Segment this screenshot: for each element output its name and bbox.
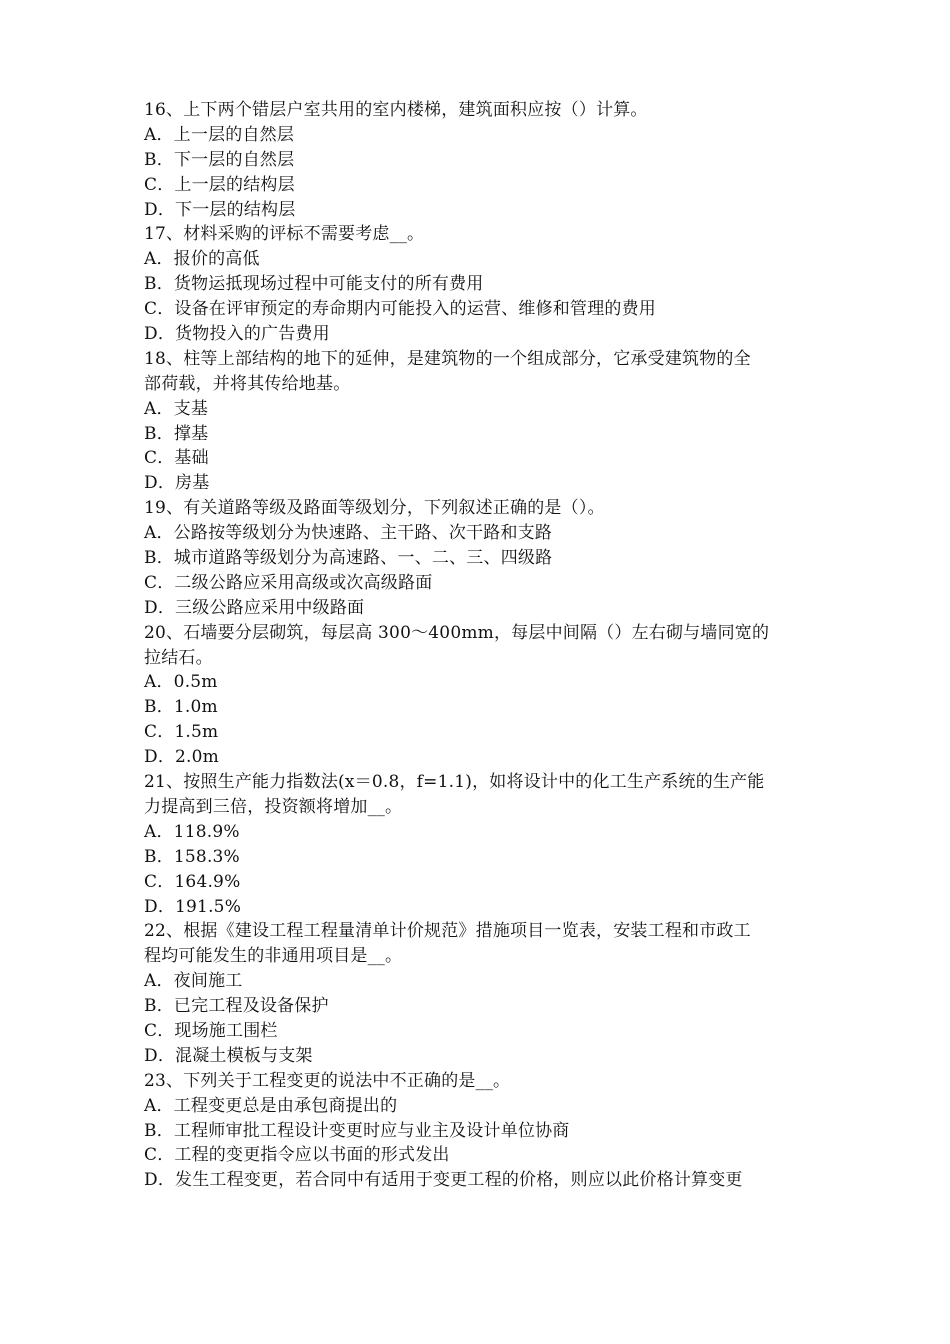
option-b: B．工程师审批工程设计变更时应与业主及设计单位协商 bbox=[144, 1120, 570, 1141]
option-b: B．撑基 bbox=[144, 423, 209, 444]
option-a: A．报价的高低 bbox=[144, 249, 260, 270]
option-c: C．工程的变更指令应以书面的形式发出 bbox=[144, 1145, 450, 1166]
option-b: B．货物运抵现场过程中可能支付的所有费用 bbox=[144, 274, 484, 295]
option-d: D．货物投入的广告费用 bbox=[144, 324, 330, 345]
option-d: D．2.0m bbox=[144, 747, 219, 768]
question-23 bbox=[144, 1069, 820, 1193]
option-c: C．上一层的结构层 bbox=[144, 174, 295, 195]
question-stem: 22、根据《建设工程工程量清单计价规范》措施项目一览表，安装工程和市政工 bbox=[144, 921, 751, 942]
question-stem-continued: 程均可能发生的非通用项目是__。 bbox=[144, 946, 403, 967]
question-stem: 21、按照生产能力指数法(x＝0.8，f=1.1)，如将设计中的化工生产系统的生产能 bbox=[144, 772, 765, 793]
option-c: C．基础 bbox=[144, 448, 209, 469]
option-b: B．已完工程及设备保护 bbox=[144, 996, 329, 1017]
option-d: D．三级公路应采用中级路面 bbox=[144, 597, 365, 618]
question-stem: 19、有关道路等级及路面等级划分，下列叙述正确的是（）。 bbox=[144, 498, 605, 519]
option-b: B．下一层的自然层 bbox=[144, 149, 295, 170]
question-20 bbox=[144, 621, 820, 770]
option-b: B．158.3% bbox=[144, 846, 240, 867]
option-d: D．混凝土模板与支架 bbox=[144, 1045, 313, 1066]
option-c: C．设备在评审预定的寿命期内可能投入的运营、维修和管理的费用 bbox=[144, 299, 657, 320]
question-stem: 18、柱等上部结构的地下的延伸，是建筑物的一个组成部分，它承受建筑物的全 bbox=[144, 348, 751, 369]
question-stem-continued: 部荷载，并将其传给地基。 bbox=[144, 373, 351, 394]
question-22 bbox=[144, 919, 820, 1068]
question-stem-continued: 力提高到三倍，投资额将增加__。 bbox=[144, 796, 403, 817]
question-21 bbox=[144, 770, 820, 919]
option-a: A．0.5m bbox=[144, 672, 218, 693]
question-stem-continued: 拉结石。 bbox=[144, 647, 213, 668]
option-d: D．发生工程变更，若合同中有适用于变更工程的价格，则应以此价格计算变更 bbox=[144, 1170, 743, 1191]
question-17 bbox=[144, 222, 820, 346]
option-a: A．118.9% bbox=[144, 821, 240, 842]
option-d: D．191.5% bbox=[144, 896, 242, 917]
question-stem: 17、材料采购的评标不需要考虑__。 bbox=[144, 224, 425, 245]
option-a: A．上一层的自然层 bbox=[144, 124, 295, 145]
question-stem: 16、上下两个错层户室共用的室内楼梯，建筑面积应按（）计算。 bbox=[144, 100, 648, 120]
question-16 bbox=[144, 98, 820, 222]
document-page bbox=[144, 98, 820, 1193]
option-a: A．工程变更总是由承包商提出的 bbox=[144, 1095, 398, 1116]
option-c: C．1.5m bbox=[144, 722, 219, 743]
question-19 bbox=[144, 496, 820, 620]
option-a: A．夜间施工 bbox=[144, 971, 243, 992]
option-c: C．现场施工围栏 bbox=[144, 1020, 278, 1041]
option-d: D．下一层的结构层 bbox=[144, 199, 296, 220]
question-18 bbox=[144, 347, 820, 496]
question-stem: 23、下列关于工程变更的说法中不正确的是__。 bbox=[144, 1070, 511, 1091]
option-c: C．164.9% bbox=[144, 871, 241, 892]
option-a: A．支基 bbox=[144, 398, 209, 419]
question-stem: 20、石墙要分层砌筑，每层高 300～400mm，每层中间隔（）左右砌与墙同宽的 bbox=[144, 622, 770, 643]
option-b: B．城市道路等级划分为高速路、一、二、三、四级路 bbox=[144, 548, 553, 569]
option-d: D．房基 bbox=[144, 473, 210, 494]
option-a: A．公路按等级划分为快速路、主干路、次干路和支路 bbox=[144, 523, 553, 544]
option-c: C．二级公路应采用高级或次高级路面 bbox=[144, 572, 433, 593]
option-b: B．1.0m bbox=[144, 697, 218, 718]
